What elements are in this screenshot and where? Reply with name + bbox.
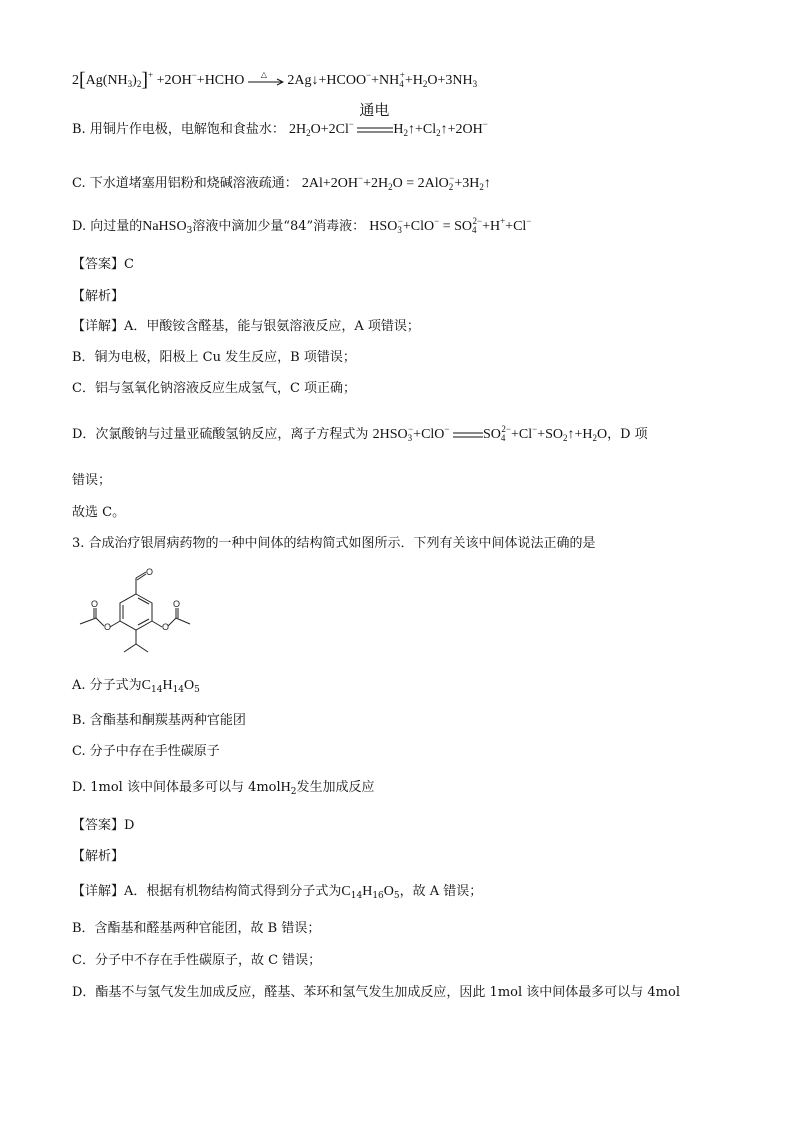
heat-symbol: △ (260, 69, 268, 79)
detail-2-b: B．含酯基和醛基两种官能团，故 B 错误； (72, 921, 321, 936)
formula-c: C (141, 678, 151, 693)
detail-1-b: B．铜为电极，阳极上 Cu 发生反应，B 项错误； (72, 350, 356, 365)
electrolysis-sign (357, 100, 393, 137)
question-3-stem: 3. 合成治疗银屑病药物的一种中间体的结构简式如图所示．下列有关该中间体说法正确的是 (72, 536, 596, 551)
option-3b: B. 含酯基和酮羰基两种官能团 (72, 713, 246, 728)
eq-a-hcho: +HCHO (196, 73, 245, 88)
eq-a-coefficient: 2 (72, 73, 79, 88)
double-line-icon (453, 430, 483, 440)
eq-b-lhs2: O+2Cl (310, 122, 349, 137)
eq-dd-1: 2HSO (372, 427, 408, 442)
eq-dd-2: +ClO (413, 427, 445, 442)
detail-1-a: 【详解】A．甲酸铵含醛基，能与银氨溶液反应，A 项错误； (72, 319, 420, 334)
equation-detail-d: $2HSO_3^-+ClO^-$ $SO_4^{2-}+Cl^-+SO_2↑+H_2O$ (372, 424, 608, 443)
equation-b: $2H_2O+2Cl^-$ 通电 $H_2↑+Cl_2↑+2OH^-$ (288, 100, 488, 138)
reagent-name: NaHSO (142, 219, 187, 234)
analysis-1: 【解析】 (72, 289, 125, 304)
eq-d-4: +H (482, 219, 501, 234)
option-3a-label: A. 分子式为 (72, 678, 142, 693)
eq-c-3: O = 2AlO (392, 176, 449, 191)
bracket-open: [ (79, 69, 86, 91)
reaction-arrow-icon (248, 75, 284, 87)
option-b-label: B. 用铜片作电极，电解饱和食盐水： (72, 122, 285, 137)
detail-1-d-tail: ，D 项 (607, 427, 648, 442)
structure-formula-image (66, 562, 206, 672)
eq-d-1: HSO (369, 219, 398, 234)
detail-2-a: 【详解】A．根据有机物结构简式得到分子式为$C_{14}H_{16}O_5$，故 A 错误； (72, 884, 483, 901)
analysis-2: 【解析】 (72, 849, 125, 864)
option-3d-label: D. 1mol 该中间体最多可以与 4mol (72, 780, 281, 795)
eq-c-1: 2Al+2OH (301, 176, 359, 191)
detail-2-a-tail: ，故 A 错误； (399, 884, 483, 899)
eq-a-ammonia: O+3NH (427, 73, 473, 88)
detail-2-c: C．分子中不存在手性碳原子，故 C 错误； (72, 953, 322, 968)
answer-1: 【答案】C (72, 257, 134, 272)
option-b-line (72, 100, 488, 139)
formula-h2: H (280, 780, 291, 795)
detail-2-d: D．酯基不与氢气发生加成反应，醛基、苯环和氢气发生加成反应，因此 1mol 该中间体最多可以与 4mol (72, 985, 680, 1000)
eq-b-lhs: 2H (288, 122, 307, 137)
eq-a-water: +H (404, 73, 423, 88)
eq-d-3: = SO (439, 219, 472, 234)
detail-1-d-cont: 错误； (72, 473, 112, 488)
eq-c-5: ↑ (483, 176, 491, 191)
detail-1-c: C．铝与氢氧化钠溶液反应生成氢气，C 项正确； (72, 381, 357, 396)
answer-2: 【答案】D (72, 818, 135, 833)
detail-1-d (72, 426, 648, 444)
eq-dd-6: ↑+H (567, 427, 593, 442)
conclusion-1: 故选 C。 (72, 505, 126, 520)
atom-o-aldehyde: O (146, 567, 154, 577)
option-3a: A. 分子式为$C_{14}H_{14}O_5$ (72, 678, 200, 695)
eq-a-products: 2Ag↓+HCOO (287, 73, 367, 88)
eq-b-rhs3: ↑+2OH (440, 122, 483, 137)
option-d-label: D. 向过量的 (72, 219, 143, 234)
equation-c: $2Al+2OH^-+2H_2O$ = $2AlO_2^-+3H_2↑$ (301, 173, 491, 192)
option-c-label: C. 下水道堵塞用铝粉和烧碱溶液疏通： (72, 176, 298, 191)
eq-dd-7: O (596, 427, 608, 442)
eq-a-hydroxide: +2OH (156, 73, 192, 88)
eq-c-4: +3H (454, 176, 480, 191)
option-d-line: D. 向过量的NaHSO$_3$溶液中滴加少量“84”消毒液： $HSO_3^-+ClO^- = SO_4^{2-}+H^++Cl^-$ (72, 216, 532, 236)
eq-a-ammonium: +NH (371, 73, 400, 88)
equation-a-line: $2[Ag(NH_3)_2]^+$ +2OH−+HCHO △ $2Ag↓+HCOO^-+NH_4^++H_2O+3NH_3$ (72, 71, 477, 90)
eq-dd-4: +Cl (510, 427, 533, 442)
eq-c-2: +2H (363, 176, 389, 191)
option-d-label2: 溶液中滴加少量“84”消毒液： (192, 219, 366, 234)
eq-dd-5: +SO (537, 427, 563, 442)
detail-2-a-label: 【详解】A．根据有机物结构简式得到分子式为 (72, 884, 342, 899)
atom-o-left: O (104, 622, 112, 632)
option-c-line (72, 175, 491, 193)
bracket-close: ] (141, 69, 149, 91)
detail-1-d-label: D．次氯酸钠与过量亚硫酸氢钠反应，离子方程式为 (72, 427, 369, 442)
option-3d-tail: 发生加成反应 (296, 780, 375, 795)
atom-o-left-carbonyl: O (91, 599, 99, 609)
heat-arrow (248, 69, 284, 87)
eq-d-5: +Cl (505, 219, 527, 234)
eq-b-rhs: H (393, 122, 404, 137)
eq-d-2: +ClO (402, 219, 435, 234)
atom-o-right-carbonyl: O (173, 599, 181, 609)
double-line-icon (357, 123, 393, 137)
condition-text: 通电 (359, 100, 390, 119)
eq-b-rhs2: ↑+Cl (408, 122, 437, 137)
eq-dd-3: SO (482, 427, 501, 442)
option-3c: C. 分子中存在手性碳原子 (72, 744, 220, 759)
option-3d: D. 1mol 该中间体最多可以与 4molH$_2$发生加成反应 (72, 780, 375, 797)
eq-a-complex: Ag(NH (85, 73, 128, 88)
atom-o-right: O (162, 622, 170, 632)
equation-d: $HSO_3^-+ClO^- = SO_4^{2-}+H^++Cl^-$ (369, 216, 532, 235)
